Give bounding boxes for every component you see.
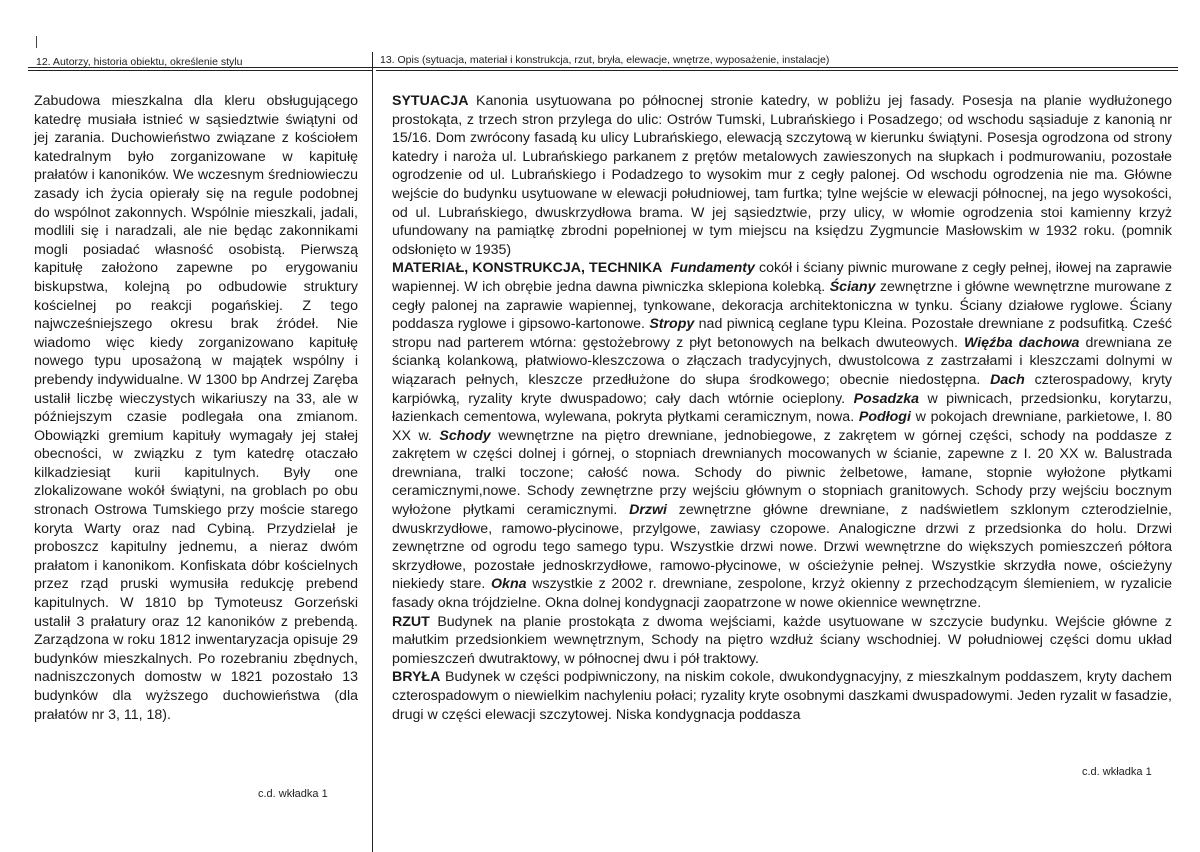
text-wiezba: drewniana ze ścianką kolankową, płatwiowo-kleszczowa o złączach tradycyjnych, dwustolcowa z zastrzałami i kleszczami dolnymi w wiązarach pełnych, kleszcze przedłużone do słupa środkowego; obecnie niedostępna. (392, 334, 1172, 388)
paragraph-bryla (392, 668, 1172, 724)
description-text-column (392, 92, 1172, 724)
text-stropy: nad piwnicą ceglane typu Kleina. Pozostałe drewniane z podsufitką. Cześć stropu nad parterem wtórna: gęstożebrowy z płyt betonowych na belkach dwuteowych. (392, 316, 1172, 351)
keyword-sciany: Ściany (829, 278, 876, 295)
header-underline-right (376, 70, 1178, 71)
keyword-posadzka: Posadzka (853, 390, 920, 407)
paragraph-material (392, 259, 1172, 612)
heading-material: MATERIAŁ, KONSTRUKCJA, TECHNIKA (392, 260, 663, 277)
paragraph-sytuacja (392, 92, 1172, 259)
header-underline-left (28, 70, 372, 71)
text-fundamenty: cokół i ściany piwnic murowane z cegły pełnej, iłowej na zaprawie wapiennej. W ich obrębie jedna dawna piwniczka sklepiona kolebką. (392, 260, 1172, 295)
keyword-drzwi: Drzwi (629, 502, 667, 519)
text-schody: wewnętrzne na piętro drewniane, jednobiegowe, z zakrętem w górnej części, schody na poddasze z zakrętem w części dolnej i górnej, o stopniach drewnianych mocowanych w ścianie, zapewne z I. 20 XX w. Balustrada drewniana, tralki toczone; całość nowa. Schody do piwnic żelbetowe, łamane, stopnie wyłożone płytkami ceramicznymi,nowe. Schody zewnętrzne przy wejściu głównym o stopniach granitowych. Schody przy wejściu bocznym wyłożone płytkami ceramicznymi. (392, 427, 1172, 519)
scan-speck (36, 36, 37, 48)
heading-sytuacja: SYTUACJA (392, 93, 469, 109)
keyword-wiezba: Więźba dachowa (963, 334, 1080, 351)
text-bryla: Budynek w części podpiwniczony, na niskim cokole, dwukondygnacyjny, z mieszkalnym poddaszem, kryty dachem czterospadowym o niewielkim nachyleniu połaci; ryzality kryte osobnymi daszkami dwuspadowymi. Jeden ryzalit w fasadzie, drugi w części elewacji szczytowej. Niska kondygnacja poddasza (392, 669, 1172, 723)
text-sytuacja: Kanonia usytuowana po północnej stronie katedry, w pobliżu jej fasady. Posesja na planie wydłużonego prostokąta, z trzech stron przylega do ulic: Ostrów Tumski, Lubrańskiego i Posadzego; od wschodu sąsiaduje z kanonią nr 15/16. Dom zwrócony fasadą ku ulicy Lubrańskiego, elewacją szczytową w kierunku świątyni. Posesja ogrodzona od strony katedry i naroża ul. Lubrańskiego parkanem z prętów metalowych zawieszonych na słupkach i podmurowaniu, pozostałe ogrodzenie od ul. Lubrańskiego i Podadzego to wysokim mur z cegły palonej. Od wschodu ogrodzenia nie ma. Główne wejście do budynku usytuowane w elewacji południowej, tam furtka; tylne wejście w elewacji północnej, na jego wysokości, od ul. Lubrańskiego, dwuskrzydłowa brama. W jej sąsiedztwie, przy ulicy, w włomie ogrodzenia stoi kamienny krzyż ufundowany na pamiątkę zbrodni popełnionej w tym miejscu na księdzu Zygmuncie Masłowskim w 1932 roku. (pomnik odsłonięto w 1935) (392, 93, 1172, 258)
history-paragraph: Zabudowa mieszkalna dla kleru obsługującego katedrę musiała istnieć w sąsiedztwie świątyni od jej zarania. Duchowieństwo związane z kościołem katedralnym było zorganizowane w kapitułę prałatów i kanoników. We wczesnym średniowieczu zasady ich życia opierały się na regule podobnej do wspólnot zakonnych. Wspólnie mieszkali, jadali, modlili się i naradzali, ale nie będąc zakonnikami mogli posiadać własność osobistą. Pierwszą kapitułę założono zapewne po erygowaniu biskupstwa, kolejną po odbudowie struktury kościelnej po reakcji pogańskiej. Z tego najwcześniejszego okresu brak źródeł. Nie wiadomo więc kiedy zorganizowano kapitułę nowego typu uposażoną w majątek wspólny i prebendy indywidualne. W 1300 bp Andrzej Zaręba ustalił liczbę wieczystych wikariuszy na 33, ale w późniejszym czasie podlegała ona zmianom. Obowiązki gremium kapituły wymagały jej stałej obecności, w związku z tym katedrę otaczało kilkadziesiąt kurii kapitulnych. Były one zlokalizowane wokół świątyni, na groblach po obu stronach Ostrowa Tumskiego przy moście starego koryta Warty oraz nad Cybiną. Przydzielał je proboszcz kapitulny jednemu, a nieraz dwóm prałatom i kanonikom. Konfiskata dóbr kościelnych przez rząd pruski wymusiła redukcję prebend kapitulnych. W 1810 bp Tymoteusz Gorzeński ustalił 3 prałatury oraz 12 kanoników z prebendą. Zarządzona w roku 1812 inwentaryzacja opisuje 29 budynków mieszkalnych. Po rozebraniu zbędnych, nadniszczonych domostw w 1821 pozostało 13 budynków dla wyższego duchowieństwa (dla prałatów nr 3, 11, 18). (34, 93, 358, 723)
section-header-authors: 12. Autorzy, historia obiektu, określenie stylu (36, 56, 243, 68)
history-text-column (34, 92, 358, 724)
paragraph-rzut (392, 613, 1172, 669)
heading-rzut: RZUT (392, 613, 430, 630)
keyword-stropy: Stropy (649, 316, 695, 333)
continuation-note-left: c.d. wkładka 1 (258, 788, 328, 800)
text-podlogi: w pokojach drewniane, parkietowe, I. 80 XX w. (392, 409, 1173, 444)
text-sciany: zewnętrzne i główne wewnętrzne murowane z cegły palonej na zaprawie wapiennej, tynkowane, dekoracja architektoniczna w tynku. Ściany działowe ryglowe. Ściany poddasza ryglowe i gipsowo-kartonowe. (392, 278, 1172, 333)
keyword-podlogi: Podłogi (858, 409, 911, 426)
continuation-note-right: c.d. wkładka 1 (1082, 766, 1152, 778)
keyword-okna: Okna (491, 576, 527, 593)
text-dach: czterospadowy, kryty karpiówką, ryzality kryte dwuspadowo; cały dach wtórnie ocieplony. (392, 371, 1172, 407)
text-okna: wszystkie z 2002 r. drewniane, zespolone, krzyż okienny z przechodzącym ślemieniem, w ryzalicie fasady okna trójdzielne. Okna dolnej kondygnacji zaopatrzone w nowe okiennice wewnętrzne. (392, 576, 1172, 612)
section-header-description: 13. Opis (sytuacja, materiał i konstrukcja, rzut, bryła, elewacje, wnętrze, wyposażenie, instalacje) (380, 54, 830, 66)
text-drzwi: zewnętrzne główne drewniane, z nadświetlem szklonym czterodzielnie, dwuskrzydłowe, ramowo-płycinowe, przylgowe, zawiasy czopowe. Analogiczne drzwi z przedsionka do holu. Drzwi zewnętrzne od ogrodu tego samego typu. Wszystkie drzwi nowe. Drzwi wewnętrzne do większych pomieszczeń półtora skrzydłowe, pozostałe jednoskrzydłowe, ramowo-płycinowe, w ościeżynie pełnej. Wszystkie skrzydła nowe, ościeżyny niekiedy stare. (392, 502, 1172, 593)
heading-bryla: BRYŁA (392, 669, 441, 686)
keyword-dach: Dach (990, 371, 1025, 388)
keyword-fundamenty: Fundamenty (670, 260, 755, 277)
column-divider (372, 52, 373, 852)
keyword-schody: Schody (439, 427, 491, 444)
text-posadzka: w piwnicach, przedsionku, korytarzu, łazienkach cementowa, wylewana, pokryta płytkami ceramicznym, nowa. (392, 390, 1172, 426)
text-rzut: Budynek na planie prostokąta z dwoma wejściami, każde usytuowane w szczycie budynku. Wejście główne z małutkim przedsionkiem wewnętrznym, Schody na piętro wzdłuż ściany wschodniej. W południowej części domu układ pomieszczeń dwutraktowy, w północnej dwu i pół traktowy. (392, 613, 1172, 667)
